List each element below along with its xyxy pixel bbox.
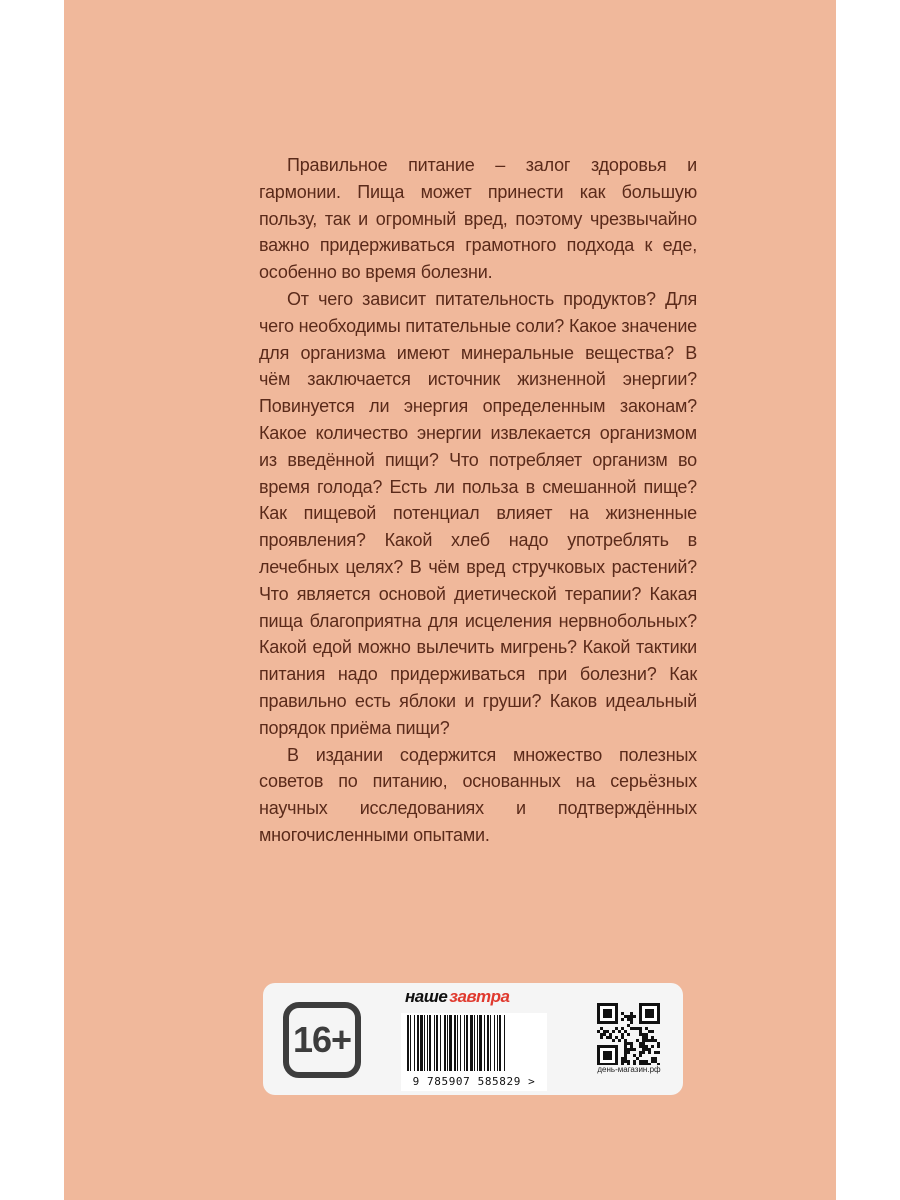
qr-code-icon <box>597 1003 661 1065</box>
info-box <box>263 983 683 1095</box>
publisher-logo-word1: наше <box>405 987 448 1006</box>
publisher-logo-word2: завтра <box>449 987 510 1006</box>
annotation-text <box>259 152 697 849</box>
paragraph-intro: Правильное питание – залог здоровья и гармонии. Пища может принести как большую пользу, так и огромный вред, поэтому чрезвычайно важно придерживаться грамотного подхода к еде, особенно во время болезни. <box>259 155 697 283</box>
website-url: день-магазин.рф <box>597 1065 661 1074</box>
age-rating-label: 16+ <box>292 1019 352 1060</box>
barcode-icon <box>405 1015 543 1073</box>
barcode <box>401 1013 547 1091</box>
publisher-logo <box>405 987 509 1007</box>
age-rating-badge-icon <box>283 1002 361 1078</box>
isbn-number: 9 785907 585829 > <box>412 1075 536 1088</box>
paragraph-summary: В издании содержится множество полезных советов по питанию, основанных на серьёзных научных исследованиях и подтверждённых многочисленными опытами. <box>259 744 697 845</box>
paragraph-questions: От чего зависит питательность продуктов? Для чего необходимы питательные соли? Какое значение для организма имеют минеральные вещества? В чём заключается источник жизненной энергии? Повинуется ли энергия определенным законам? Какое количество энергии извлекается организмом из введённой пищи? Что потребляет организм во время голода? Есть ли польза в смешанной пище? Как пищевой потенциал влияет на жизненные проявления? Какой хлеб надо употреблять в лечебных целях? В чём вред стручковых растений? Что является основой диетической терапии? Какая пища благоприятна для исцеления нервнобольных? Какой едой можно вылечить мигрень? Какой тактики питания надо придерживаться при болезни? Как правильно есть яблоки и груши? Каков идеальный порядок приёма пищи? <box>259 288 697 738</box>
